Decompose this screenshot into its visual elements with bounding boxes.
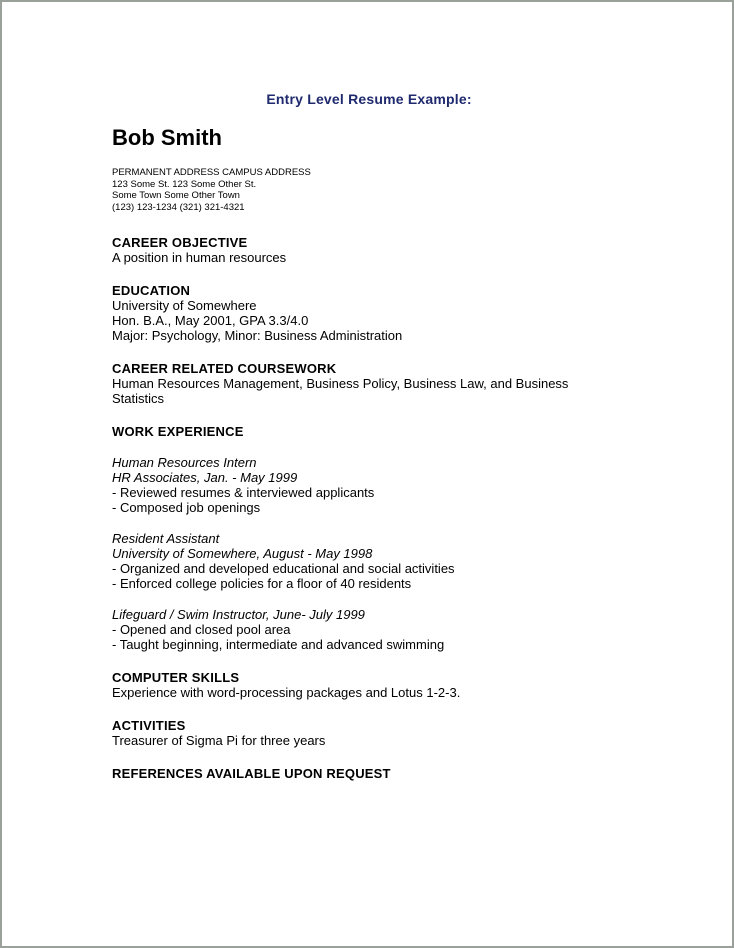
section-heading: CAREER RELATED COURSEWORK bbox=[112, 361, 337, 376]
section-heading: WORK EXPERIENCE bbox=[112, 424, 244, 439]
job-bullet: - Taught beginning, intermediate and advanced swimming bbox=[112, 637, 445, 652]
activities-text: Treasurer of Sigma Pi for three years bbox=[112, 733, 326, 748]
job-title: Resident Assistant bbox=[112, 531, 220, 546]
activities-section bbox=[112, 718, 672, 748]
resume-content bbox=[112, 124, 672, 781]
skills-section bbox=[112, 670, 672, 700]
job-bullet: - Reviewed resumes & interviewed applicants bbox=[112, 485, 375, 500]
section-heading: COMPUTER SKILLS bbox=[112, 670, 240, 685]
job-title: Human Resources Intern bbox=[112, 455, 257, 470]
job-entry bbox=[112, 455, 672, 515]
job-title: Lifeguard / Swim Instructor, June- July 1999 bbox=[112, 607, 365, 622]
job-bullet: - Organized and developed educational and social activities bbox=[112, 561, 455, 576]
objective-section bbox=[112, 235, 672, 265]
education-section bbox=[112, 283, 672, 343]
coursework-line: Statistics bbox=[112, 391, 165, 406]
section-heading: ACTIVITIES bbox=[112, 718, 186, 733]
address-line: Some Town Some Other Town bbox=[112, 190, 240, 201]
job-bullet: - Opened and closed pool area bbox=[112, 622, 291, 637]
address-block bbox=[112, 167, 672, 213]
skills-text: Experience with word-processing packages and Lotus 1-2-3. bbox=[112, 685, 461, 700]
job-bullet: - Enforced college policies for a floor of 40 residents bbox=[112, 576, 412, 591]
address-line: PERMANENT ADDRESS CAMPUS ADDRESS bbox=[112, 167, 311, 178]
references-section bbox=[112, 766, 672, 781]
job-entry bbox=[112, 607, 672, 652]
job-bullet: - Composed job openings bbox=[112, 500, 261, 515]
job-entry bbox=[112, 531, 672, 591]
job-org: University of Somewhere, August - May 1998 bbox=[112, 546, 373, 561]
section-heading: CAREER OBJECTIVE bbox=[112, 235, 248, 250]
candidate-name: Bob Smith bbox=[112, 125, 222, 150]
objective-text: A position in human resources bbox=[112, 250, 287, 265]
education-line: Major: Psychology, Minor: Business Administration bbox=[112, 328, 403, 343]
coursework-section bbox=[112, 361, 672, 406]
phone-line: (123) 123-1234 (321) 321-4321 bbox=[112, 201, 245, 213]
page-title: Entry Level Resume Example: bbox=[266, 91, 472, 107]
references-note: REFERENCES AVAILABLE UPON REQUEST bbox=[112, 766, 391, 781]
job-org: HR Associates, Jan. - May 1999 bbox=[112, 470, 298, 485]
address-line: 123 Some St. 123 Some Other St. bbox=[112, 178, 257, 190]
education-line: University of Somewhere bbox=[112, 298, 257, 313]
coursework-line: Human Resources Management, Business Policy, Business Law, and Business bbox=[112, 376, 569, 391]
work-section bbox=[112, 424, 672, 652]
section-heading: EDUCATION bbox=[112, 283, 191, 298]
education-line: Hon. B.A., May 2001, GPA 3.3/4.0 bbox=[112, 313, 309, 328]
